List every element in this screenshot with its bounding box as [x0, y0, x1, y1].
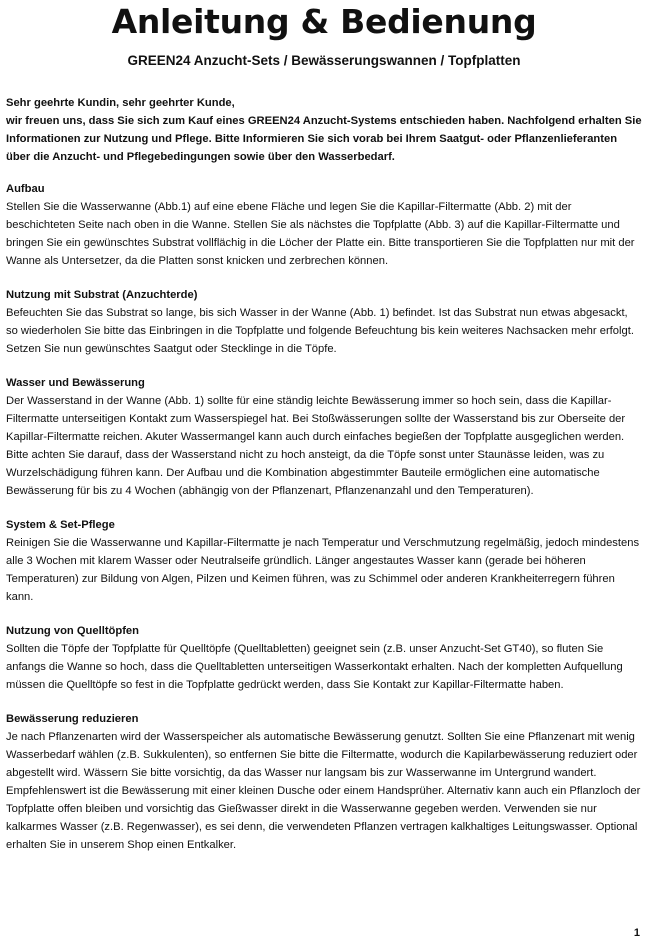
section-wasser-bewaesserung: [6, 374, 642, 500]
page-number: 1: [633, 927, 640, 939]
section-text: Sollten die Töpfe der Topfplatte für Quelltöpfe (Quelltabletten) geeignet sein (z.B. unser Anzucht-Set GT40), so fluten Sie anfangs die Wanne so hoch, dass die Quelltabletten unterseitigen Wasserkontakt erhalten. Nach der kompletten Aufquellung müssen die Quelltöpfe so fest in die Topfplatte gedrückt werden, dass Sie Kontakt zur Kapillar-Filtermatte haben.: [6, 643, 623, 691]
section-nutzung-substrat: [6, 286, 642, 358]
document-body: [6, 94, 642, 870]
section-system-pflege: [6, 516, 642, 606]
section-bewaesserung-reduzieren: [6, 710, 642, 854]
section-heading: Nutzung mit Substrat (Anzuchterde): [6, 289, 198, 301]
section-heading: Nutzung von Quelltöpfen: [6, 625, 139, 637]
document-subtitle: GREEN24 Anzucht-Sets / Bewässerungswannen / Topfplatten: [127, 53, 521, 68]
section-quelltoepfe: [6, 622, 642, 694]
intro-block: [6, 94, 642, 166]
section-heading: Bewässerung reduzieren: [6, 713, 139, 725]
section-aufbau: [6, 180, 642, 270]
section-heading: Wasser und Bewässerung: [6, 377, 145, 389]
section-text: Je nach Pflanzenarten wird der Wasserspeicher als automatische Bewässerung genutzt. Sollten Sie eine Pflanzenart mit wenig Wasserbedarf wählen (z.B. Sukkulenten), so entfernen Sie bitte die Filtermatte, wodurch die Kapilarbewässerung reduziert oder abgestellt wird. Wässern Sie bitte vorsichtig, da das Wasser nur langsam bis zur Wasserwanne im Untergrund wandert. Empfehlenswert ist die Bewässerung mit einer kleinen Dusche oder einem Handsprüher. Alternativ kann auch ein Pflanzloch der Topfplatte offen bleiben und vorsichtig das Gießwasser direkt in die Wasserwanne gegeben werden. Verwenden sie nur kalkarmes Wasser (z.B. Regenwasser), es sei denn, die verwendeten Pflanzen vertragen kalkhaltiges Leitungswasser. Optional erhalten Sie in unserem Shop einen Entkalker.: [6, 731, 641, 851]
section-heading: System & Set-Pflege: [6, 519, 115, 531]
section-text: Der Wasserstand in der Wanne (Abb. 1) sollte für eine ständig leichte Bewässerung immer so hoch sein, dass die Kapillar-Filtermatte unterseitigen Kontakt zum Wasserspiegel hat. Bei Stoßwässerungen sollte der Wasserstand bis zur Oberseite der Kapillar-Filtermatte reichen. Akuter Wassermangel kann auch durch einfaches begießen der Topfplatte ausgeglichen werden. Bitte achten Sie darauf, dass der Wasserstand nicht zu hoch ansteigt, da die Töpfe sonst unter Staunässe leiden, was zu Wurzelschädigung führen kann. Der Aufbau und die Kombination abgestimmter Bauteile ermöglichen eine automatische Bewässerung für bis zu 4 Wochen (abhängig von der Pflanzenart, Pflanzenanzahl und den Temperaturen).: [6, 395, 626, 497]
section-text: Stellen Sie die Wasserwanne (Abb.1) auf eine ebene Fläche und legen Sie die Kapillar-Filtermatte (Abb. 2) mit der beschichteten Seite nach oben in die Wanne. Stellen Sie als nächstes die Topfplatte (Abb. 3) auf die Kapillar-Filtermatte und bringen Sie ein gewünschtes Substrat vollflächig in die Löcher der Platte ein. Bitte transportieren Sie die Topfplatten nur mit der Wanne als Untersetzer, da die Platten sonst knicken und zerbrechen können.: [6, 201, 635, 267]
section-text: Reinigen Sie die Wasserwanne und Kapillar-Filtermatte je nach Temperatur und Verschmutzung regelmäßig, jedoch mindestens alle 3 Wochen mit klarem Wasser oder Neutralseife gründlich. Länger angestautes Wasser kann (gerade bei höheren Temperaturen) zur Bildung von Algen, Pilzen und Keimen führen, was zu Schimmel oder anderen Krankheiterregern führen kann.: [6, 537, 640, 603]
greeting: Sehr geehrte Kundin, sehr geehrter Kunde,: [6, 97, 235, 109]
section-heading: Aufbau: [6, 183, 45, 195]
section-text: Befeuchten Sie das Substrat so lange, bis sich Wasser in der Wanne (Abb. 1) befindet. Ist das Substrat nun etwas abgesackt, so wiederholen Sie bitte das Einbringen in die Topfplatte und folgende Befeuchtung bis kein weiteres Nachsacken mehr erfolgt. Setzen Sie nun gewünschtes Saatgut oder Stecklinge in die Töpfe.: [6, 307, 634, 355]
document-title: Anleitung & Bedienung: [111, 2, 537, 41]
intro-paragraph: wir freuen uns, dass Sie sich zum Kauf eines GREEN24 Anzucht-Systems entschieden haben. Nachfolgend erhalten Sie Informationen zur Nutzung und Pflege. Bitte Informieren Sie sich vorab bei Ihrem Saatgut- oder Pflanzenlieferanten über die Anzucht- und Pflegebedingungen sowie über den Wasserbedarf.: [6, 115, 642, 163]
